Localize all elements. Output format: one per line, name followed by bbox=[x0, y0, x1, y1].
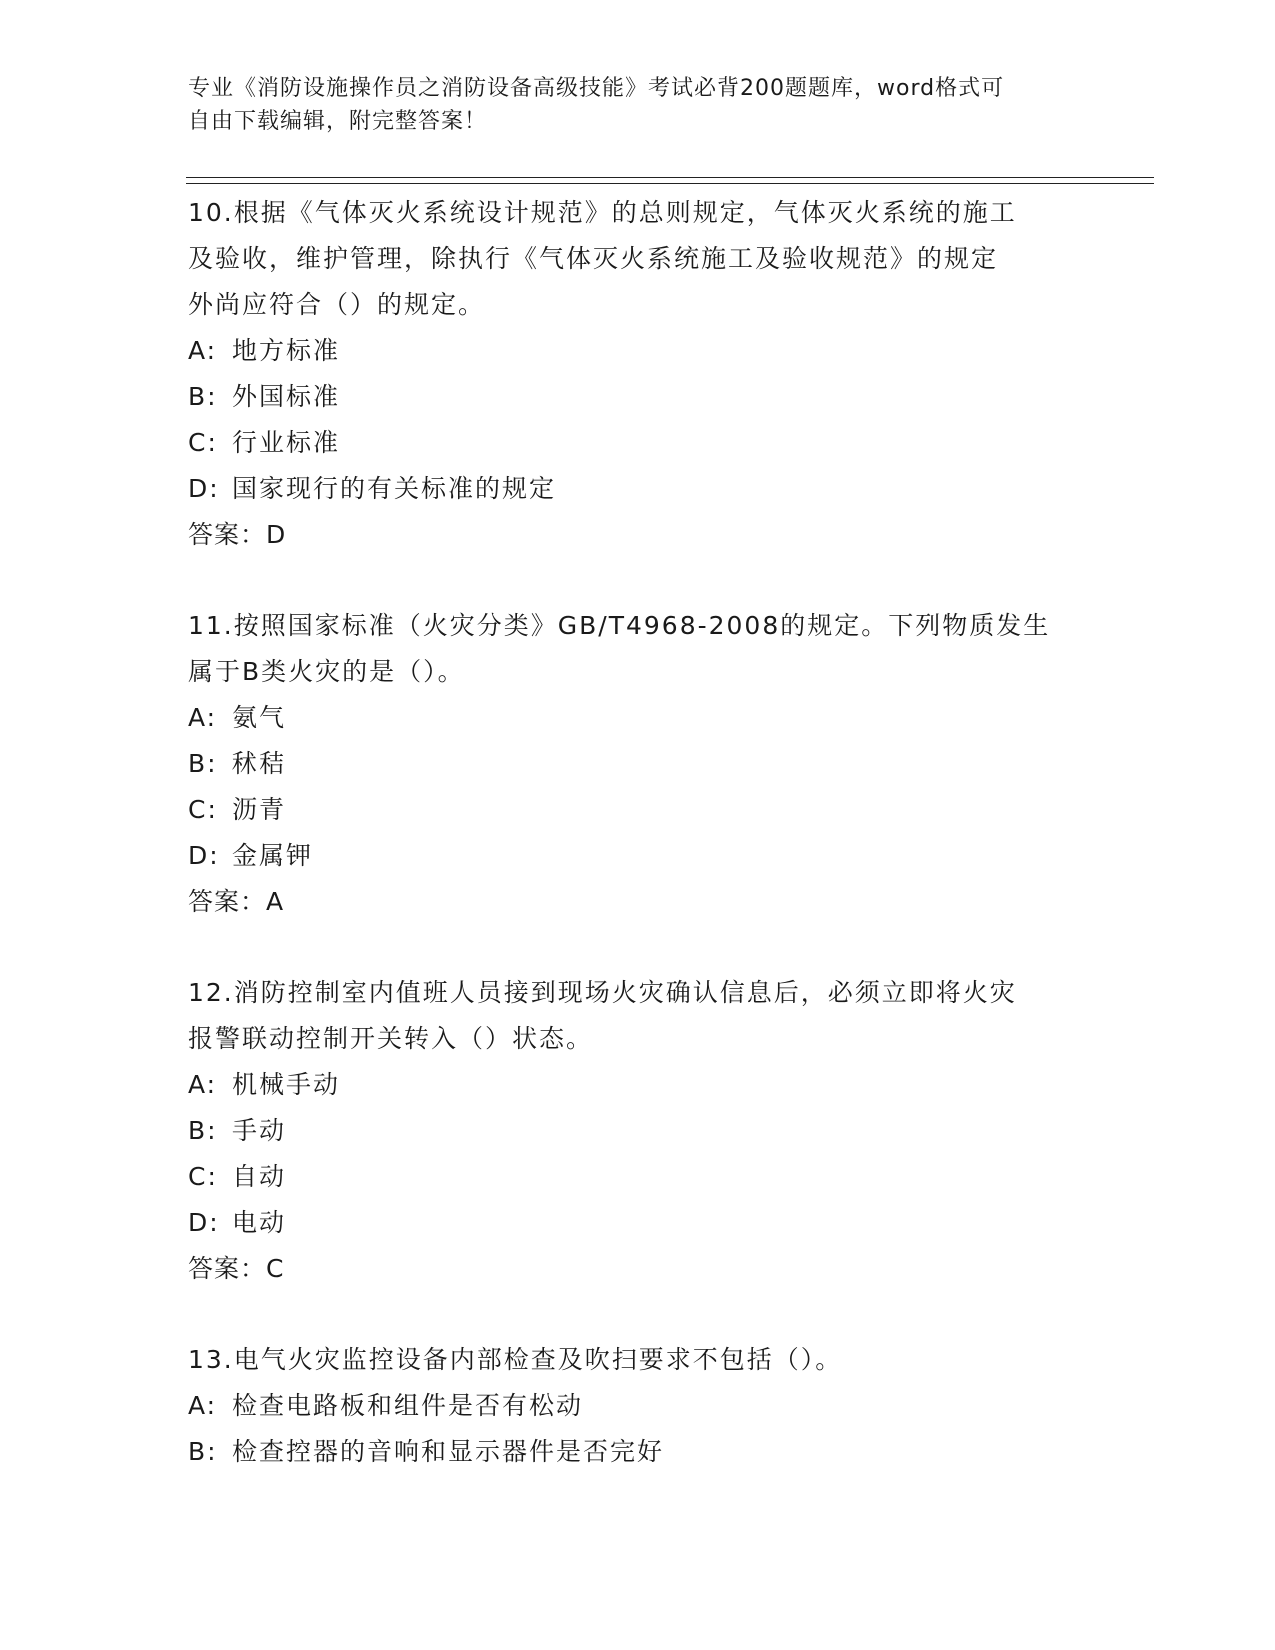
question-12 bbox=[188, 970, 1088, 1292]
option-d bbox=[188, 466, 1088, 512]
question-text-line: 报警联动控制开关转入（）状态。 bbox=[188, 1024, 594, 1053]
option-text: 氨气 bbox=[232, 703, 287, 732]
header-divider-bottom bbox=[186, 183, 1154, 184]
option-b bbox=[188, 1108, 1088, 1154]
answer: 答案：C bbox=[188, 1254, 285, 1283]
question-text-line: 属于B类火灾的是（）。 bbox=[188, 657, 465, 686]
header-divider-top bbox=[186, 177, 1154, 178]
question-list bbox=[188, 190, 1088, 1475]
question-spacer bbox=[188, 558, 1088, 603]
option-label: A: bbox=[188, 1070, 218, 1099]
answer: 答案：A bbox=[188, 887, 285, 916]
question-spacer bbox=[188, 1292, 1088, 1337]
question-spacer bbox=[188, 925, 1088, 970]
question-13 bbox=[188, 1337, 1088, 1475]
header-line-1: 专业《消防设施操作员之消防设备高级技能》考试必背200题题库，word格式可 bbox=[188, 76, 1005, 101]
option-text: 沥青 bbox=[232, 795, 287, 824]
option-c bbox=[188, 420, 1088, 466]
question-text-line: 12.消防控制室内值班人员接到现场火灾确认信息后，必须立即将火灾 bbox=[188, 978, 1017, 1007]
option-b bbox=[188, 741, 1088, 787]
option-label: B: bbox=[188, 1116, 218, 1145]
option-a bbox=[188, 695, 1088, 741]
option-b bbox=[188, 374, 1088, 420]
option-text: 手动 bbox=[232, 1116, 287, 1145]
option-text: 自动 bbox=[232, 1162, 287, 1191]
question-text-line: 及验收，维护管理，除执行《气体灭火系统施工及验收规范》的规定 bbox=[188, 244, 999, 273]
option-label: D: bbox=[188, 1208, 220, 1237]
option-d bbox=[188, 1200, 1088, 1246]
option-text: 外国标准 bbox=[232, 382, 341, 411]
question-text-line: 11.按照国家标准（火灾分类》GB/T4968-2008的规定。下列物质发生 bbox=[188, 611, 1051, 640]
option-text: 国家现行的有关标准的规定 bbox=[232, 474, 557, 503]
option-label: B: bbox=[188, 382, 218, 411]
question-10 bbox=[188, 190, 1088, 558]
option-text: 检查控器的音响和显示器件是否完好 bbox=[232, 1437, 665, 1466]
option-label: B: bbox=[188, 749, 218, 778]
option-text: 电动 bbox=[232, 1208, 287, 1237]
header-line-2: 自由下载编辑，附完整答案！ bbox=[188, 109, 488, 134]
option-text: 秫秸 bbox=[232, 749, 287, 778]
option-a bbox=[188, 328, 1088, 374]
question-text-line: 10.根据《气体灭火系统设计规范》的总则规定，气体灭火系统的施工 bbox=[188, 198, 1017, 227]
option-text: 检查电路板和组件是否有松动 bbox=[232, 1391, 584, 1420]
option-c bbox=[188, 1154, 1088, 1200]
option-label: B: bbox=[188, 1437, 218, 1466]
option-a bbox=[188, 1383, 1088, 1429]
option-label: D: bbox=[188, 474, 220, 503]
option-text: 机械手动 bbox=[232, 1070, 341, 1099]
question-text-line: 13.电气火灾监控设备内部检查及吹扫要求不包括（）。 bbox=[188, 1345, 843, 1374]
option-label: C: bbox=[188, 795, 218, 824]
question-text-line: 外尚应符合（）的规定。 bbox=[188, 290, 486, 319]
option-label: A: bbox=[188, 703, 218, 732]
option-label: D: bbox=[188, 841, 220, 870]
option-label: C: bbox=[188, 1162, 218, 1191]
option-text: 地方标准 bbox=[232, 336, 341, 365]
option-c bbox=[188, 787, 1088, 833]
option-text: 行业标准 bbox=[232, 428, 341, 457]
option-label: A: bbox=[188, 1391, 218, 1420]
option-label: C: bbox=[188, 428, 218, 457]
option-label: A: bbox=[188, 336, 218, 365]
question-11 bbox=[188, 603, 1088, 925]
option-d bbox=[188, 833, 1088, 879]
option-a bbox=[188, 1062, 1088, 1108]
option-b bbox=[188, 1429, 1088, 1475]
document-header bbox=[188, 72, 1068, 138]
option-text: 金属钾 bbox=[232, 841, 314, 870]
answer: 答案：D bbox=[188, 520, 287, 549]
